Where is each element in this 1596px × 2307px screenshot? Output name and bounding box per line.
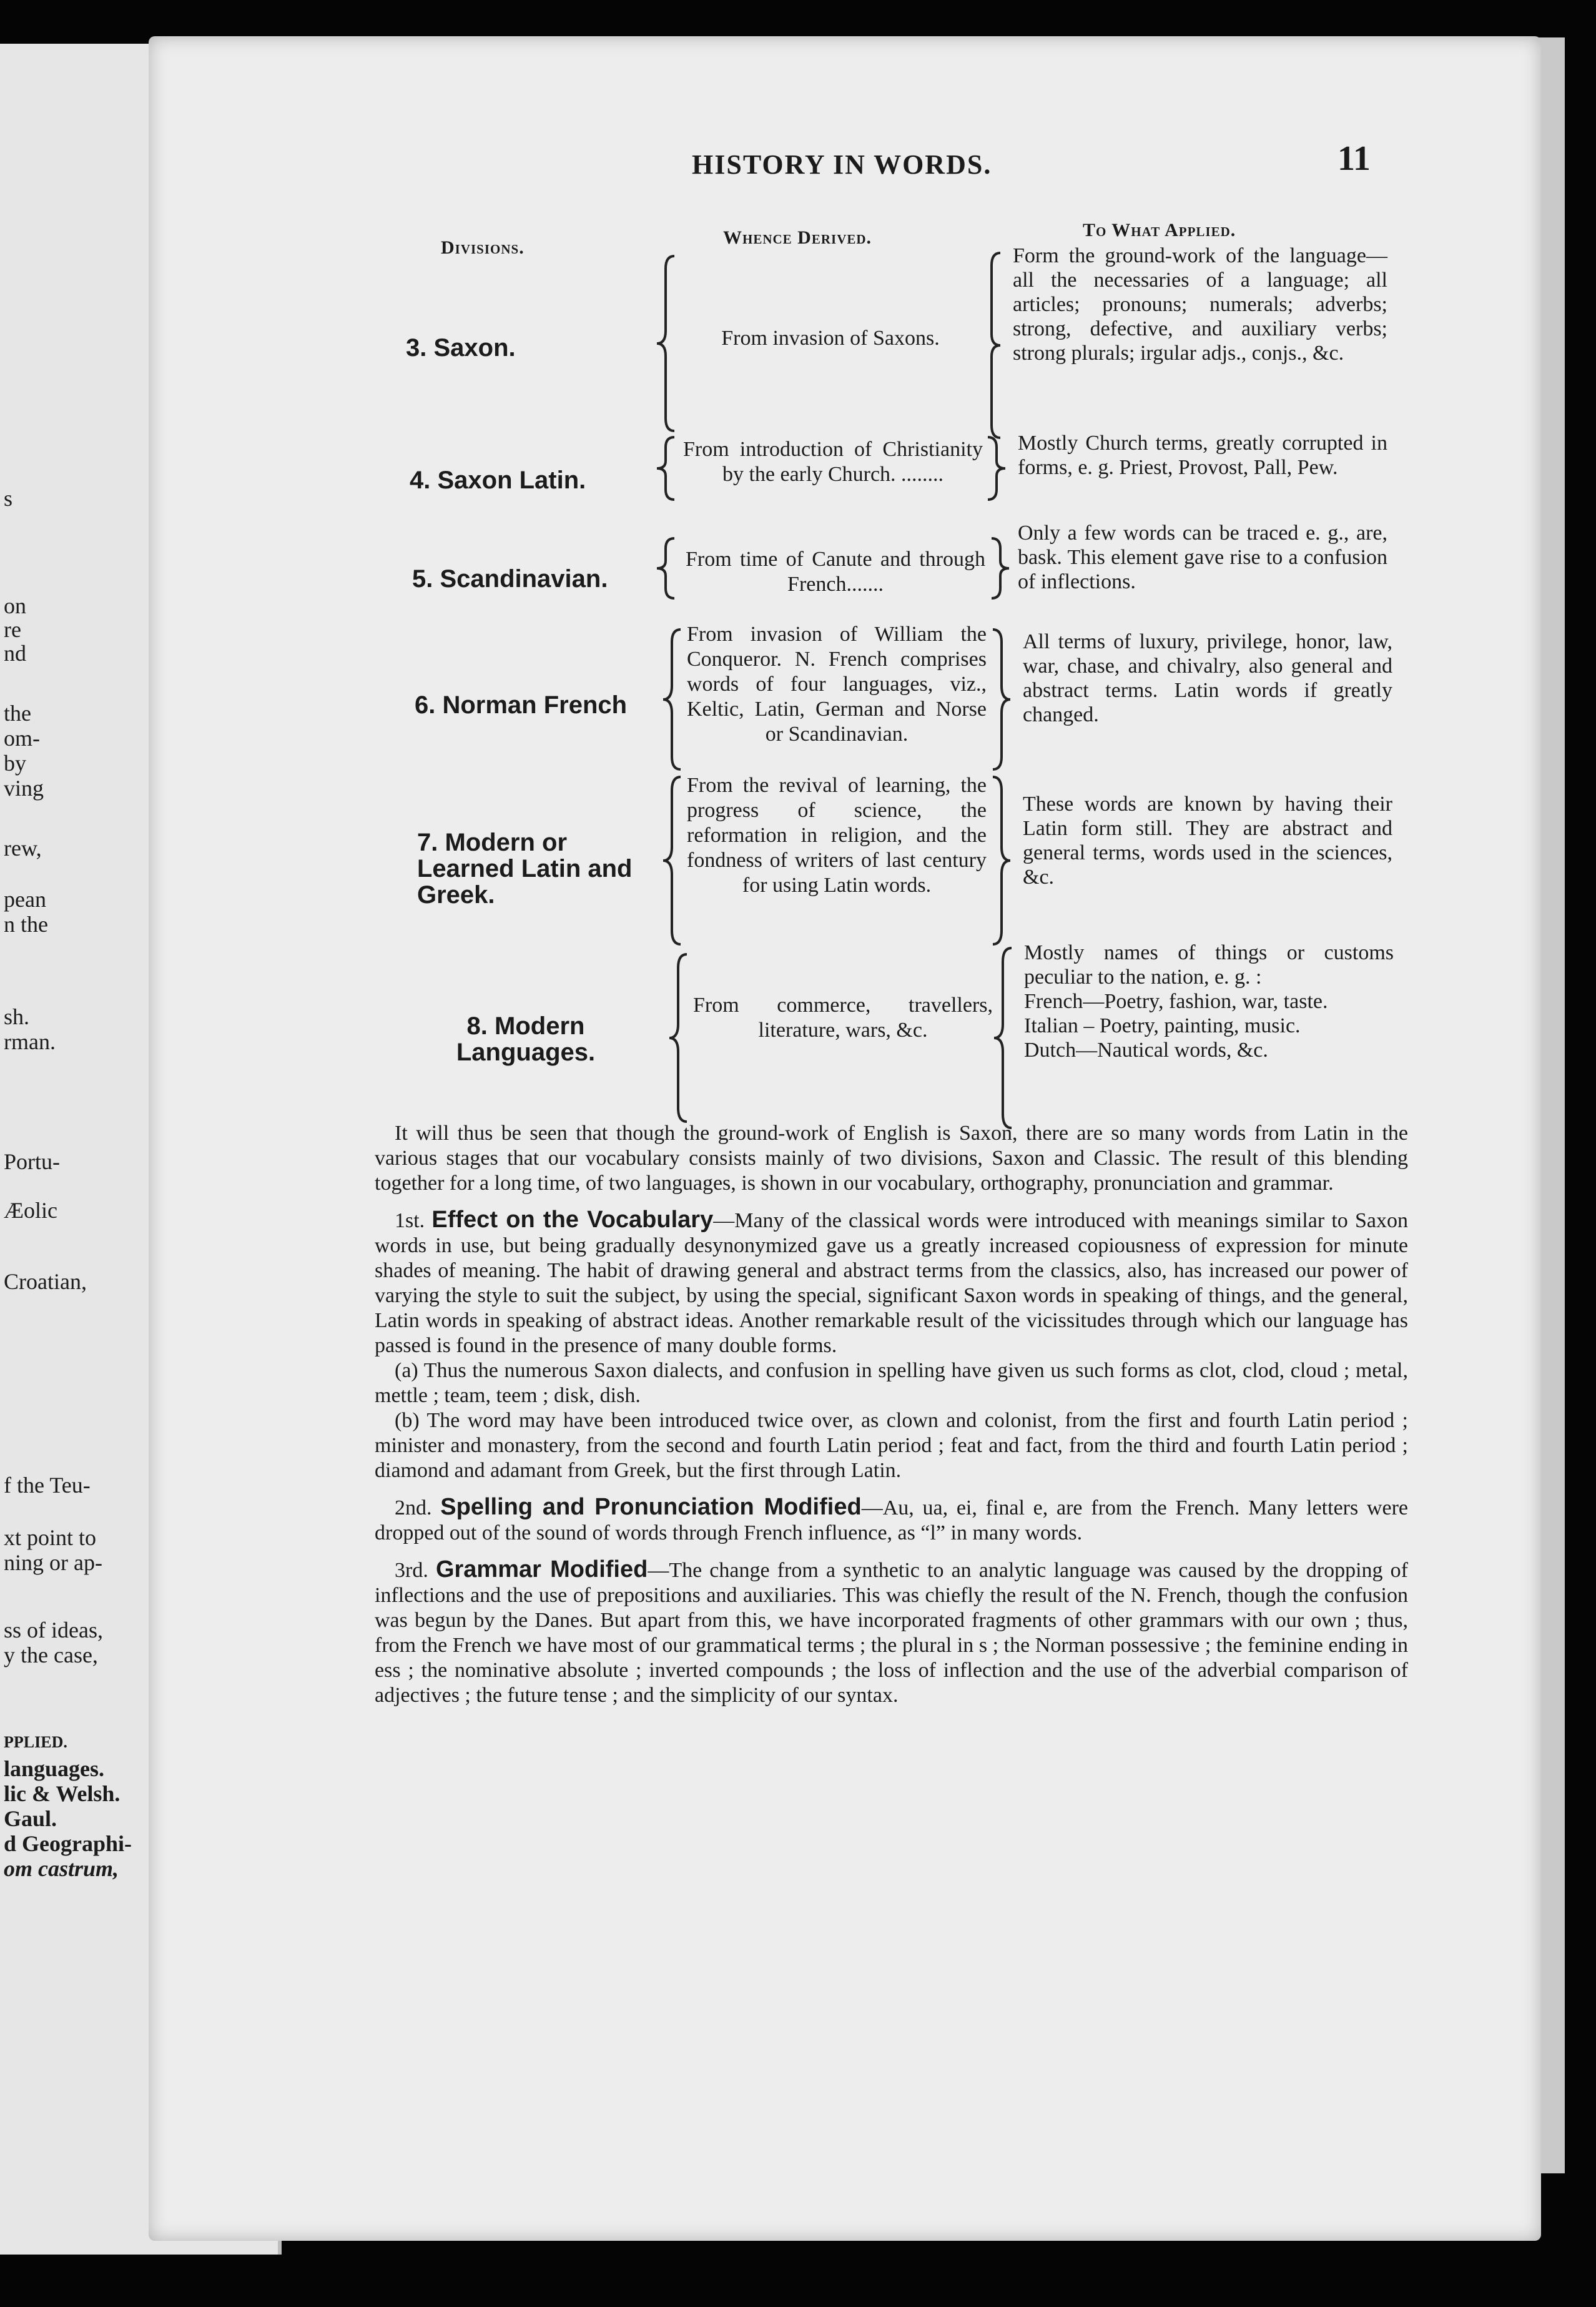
left-fragment: nd (4, 641, 26, 666)
page-number: 11 (1337, 139, 1371, 178)
division-scandinavian: 5. Scandinavian. (412, 565, 608, 593)
left-fragment: sh. (4, 1004, 30, 1029)
section-text-spelling: —Au, ua, ei, final e, are from the French. Many letters were dropped out of the sound of words through French influence, as “l” in many words. (375, 1496, 1409, 1544)
section-text-vocabulary: —Many of the classical words were introduced with meanings similar to Saxon words in use, but being gradually desynonymized gave us a greatly increased copiousness of expression for minute shades of meaning. The habit of drawing general and abstract terms from the classics, also, has increased our power of varying the style to suit the subject, by using the special, significant Saxon words in speaking of things, and the general, Latin words in speaking of abstract ideas. Another remarkable result of the vicissitudes through which our language has passed is found in the presence of many double forms. (375, 1209, 1408, 1357)
column-header-divisions: Divisions. (441, 237, 525, 258)
left-fragment: y the case, (4, 1643, 98, 1667)
derived-modern-latin-greek: From the revival of learning, the progress of science, the reformation in religion, and the fondness of writers of last century for using Latin words. (687, 774, 987, 897)
section-text-grammar: —The change from a synthetic to an analytic language was caused by the dropping of inflections and the use of prepositions and auxiliaries. This was chiefly the result of the N. French, though the confusion was begun by the Danes. But apart from this, we have incorporated fragments of other grammars with our own ; thus, from the French we have most of our grammatical terms ; the plural in s ; the Norman possessive ; the feminine ending in ess ; the nominative absolute ; inverted compounds ; the loss of inflection and the use of the adverbial comparison of adjectives ; the future tense ; and the simplicity of our syntax. (375, 1559, 1408, 1707)
left-fragment: Portu- (4, 1149, 60, 1174)
left-fragment: ning or ap- (4, 1550, 102, 1575)
left-fragment: PPLIED. (4, 1733, 67, 1751)
vocabulary-point-b: (b) The word may have been introduced twice over, as clown and colonist, from the first and fourth Latin period ; minister and monastery, from the second and fourth Latin period ; feat and fact, from the third and fourth Latin period ; diamond and adamant from Greek, but the first through Latin. (375, 1409, 1408, 1482)
paragraph-summary: It will thus be seen that though the ground-work of English is Saxon, there are so many words from Latin in the various stages that our vocabulary consists mainly of two divisions, Saxon and Classic. The result of this blending together for a long time, of two languages, is shown in our vocabulary, orthography, pronunciation and grammar. (375, 1122, 1408, 1195)
left-fragment: lic & Welsh. (4, 1781, 121, 1806)
division-norman-french: 6. Norman French (415, 691, 628, 719)
left-fragment: Croatian, (4, 1269, 87, 1294)
column-header-whence-derived: Whence Derived. (723, 227, 872, 248)
left-fragment: f the Teu- (4, 1473, 91, 1498)
left-fragment: ss of ideas, (4, 1618, 103, 1643)
left-fragment: ving (4, 776, 44, 801)
division-saxon: 3. Saxon. (406, 334, 516, 362)
left-fragment: rman. (4, 1029, 56, 1054)
applied-line: Italian – Poetry, painting, music. (1024, 1014, 1301, 1037)
left-fragment: rew, (4, 836, 42, 861)
section-grammar (375, 1557, 1408, 1708)
running-head: HISTORY IN WORDS. (692, 149, 992, 180)
left-fragment: n the (4, 912, 48, 937)
section-spelling (375, 1494, 1408, 1546)
applied-saxon-latin: Mostly Church terms, greatly corrupted in forms, e. g. Priest, Provost, Pall, Pew. (1018, 432, 1387, 479)
left-fragment: by (4, 751, 26, 776)
applied-scandinavian: Only a few words can be traced e. g., are, bask. This element gave rise to a confusion of inflections. (1018, 521, 1387, 593)
derived-norman-french: From invasion of William the Conqueror. N. French comprises words of four languages, viz., Keltic, Latin, German and Norse or Scandinavian. (687, 623, 987, 746)
section-label: 2nd. (395, 1496, 432, 1519)
applied-line: Mostly names of things or customs peculiar to the nation, e. g. : (1024, 941, 1394, 989)
left-fragment: pean (4, 887, 46, 912)
left-fragment: on (4, 593, 26, 618)
column-header-to-what-applied: To What Applied. (1083, 220, 1236, 240)
derived-saxon: From invasion of Saxons. (721, 327, 940, 350)
division-modern-languages: 8. Modern Languages. (456, 1012, 596, 1066)
division-modern-latin-greek: 7. Modern or Learned Latin and Greek. (417, 829, 633, 909)
left-fragment: om- (4, 726, 40, 751)
division-saxon-latin: 4. Saxon Latin. (410, 467, 586, 494)
section-label: 1st. (395, 1209, 425, 1232)
section-vocabulary (375, 1207, 1408, 1358)
left-fragment: the (4, 701, 31, 726)
applied-saxon: Form the ground-work of the language— all the necessaries of a language; all articles; pronouns; numerals; adverbs; strong, defective, and auxiliary verbs; strong plurals; irgular adjs., conjs., &c. (1013, 244, 1387, 365)
left-fragment: d Geographi- (4, 1831, 132, 1856)
left-fragment: re (4, 617, 21, 642)
applied-line: French—Poetry, fashion, war, taste. (1024, 990, 1328, 1013)
applied-modern-languages (1024, 941, 1394, 1062)
section-label: 3rd. (395, 1559, 428, 1582)
left-fragment: xt point to (4, 1525, 97, 1550)
left-fragment: om castrum, (4, 1856, 119, 1881)
applied-norman-french: All terms of luxury, privilege, honor, law, war, chase, and chivalry, also general and abstract terms. Latin words if greatly changed. (1023, 630, 1392, 726)
body-text (375, 1121, 1408, 1719)
section-heading-vocabulary: Effect on the Vocabulary (431, 1207, 714, 1233)
left-fragment: Æolic (4, 1198, 57, 1223)
left-fragment: s (4, 486, 13, 511)
applied-modern-latin-greek: These words are known by having their Latin form still. They are abstract and general terms, words used in the sciences, &c. (1023, 793, 1392, 889)
left-fragment: Gaul. (4, 1806, 57, 1831)
derived-modern-languages: From commerce, travellers, literature, wars, &c. (693, 994, 993, 1042)
applied-line: Dutch—Nautical words, &c. (1024, 1039, 1268, 1062)
section-heading-spelling: Spelling and Pronunciation Modified (440, 1494, 862, 1520)
section-heading-grammar: Grammar Modified (435, 1556, 648, 1583)
derived-scandinavian: From time of Canute and through French....... (686, 548, 985, 596)
left-fragment: languages. (4, 1756, 105, 1781)
derived-saxon-latin: From introduction of Christianity by the early Church. ........ (683, 438, 983, 486)
vocabulary-point-a: (a) Thus the numerous Saxon dialects, and confusion in spelling have given us such forms as clot, clod, cloud ; metal, mettle ; team, teem ; disk, dish. (375, 1359, 1408, 1407)
